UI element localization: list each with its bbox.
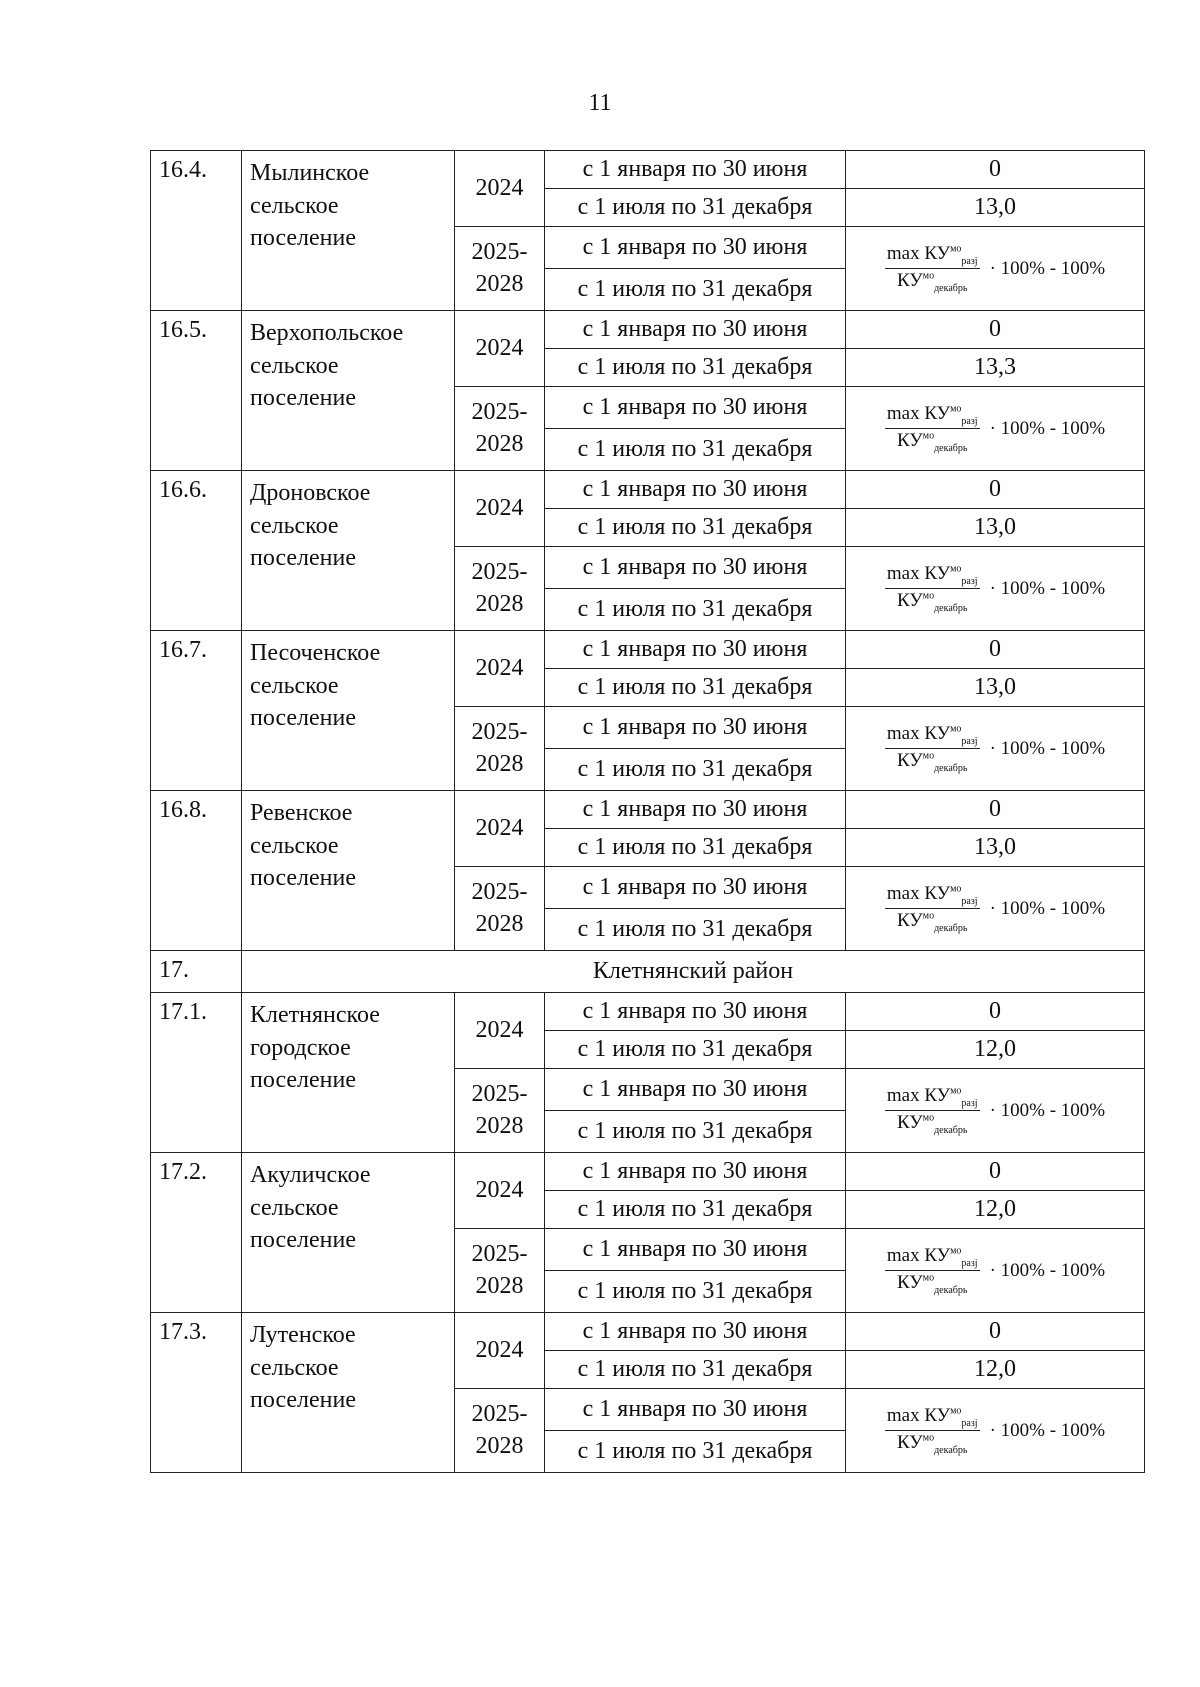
year-range: 2025-2028 [471,1401,528,1459]
formula-cell [846,1229,1145,1313]
formula-tail [990,738,1106,760]
formula-mult: · [989,737,996,759]
period-cell: с 1 января по 30 июня [545,311,846,349]
settlement-name: Верхопольское сельское поселение [242,311,455,471]
period-cell: с 1 июля по 31 декабря [545,429,846,471]
year-cell [455,707,545,791]
formula-tail [990,1100,1106,1122]
formula-ku: КУ [924,1404,951,1426]
value-cell: 13,0 [846,509,1145,547]
period-cell: с 1 июля по 31 декабря [545,1431,846,1473]
year-cell: 2024 [455,311,545,387]
settlement-name: Песоченское сельское поселение [242,631,455,791]
formula [854,243,1136,295]
formula-tail [990,898,1106,920]
row-number: 16.6. [151,471,242,631]
value-cell: 0 [846,791,1145,829]
year-cell [455,547,545,631]
period-cell: с 1 января по 30 июня [545,1069,846,1111]
year-cell [455,227,545,311]
formula-mult: · [989,1419,996,1441]
formula-numerator [885,403,980,429]
table-row [151,471,1145,509]
value-cell: 13,0 [846,829,1145,867]
formula-max: max [886,882,920,904]
period-cell: с 1 июля по 31 декабря [545,509,846,547]
formula-fraction [885,1245,980,1297]
formula-numerator [885,243,980,269]
formula-max: max [886,1404,920,1426]
formula-sup: мо [950,403,962,415]
year-cell: 2024 [455,1313,545,1389]
formula-tail [990,258,1106,280]
formula-ku: КУ [924,722,951,744]
formula-ku: КУ [924,562,951,584]
formula-max: max [886,242,920,264]
table-row [151,311,1145,349]
formula-fraction [885,403,980,455]
formula-sub: разj [961,1257,978,1269]
value-cell: 0 [846,471,1145,509]
formula-sup: мо [922,430,935,442]
formula-sup: мо [950,723,962,735]
settlement-name: Клетнянское городское поселение [242,993,455,1153]
settlement-name: Мылинское сельское поселение [242,151,455,311]
period-cell: с 1 января по 30 июня [545,547,846,589]
value-cell: 0 [846,1153,1145,1191]
formula-cell [846,227,1145,311]
formula-percent: 100% - 100% [1000,1419,1106,1441]
formula-denominator [897,1111,967,1136]
year-cell: 2024 [455,993,545,1069]
table-row [151,631,1145,669]
value-cell: 12,0 [846,1351,1145,1389]
page-number: 11 [588,90,612,116]
formula-ku: КУ [924,1084,951,1106]
formula-tail [990,418,1106,440]
year-cell: 2024 [455,151,545,227]
formula-denominator [897,909,967,934]
formula-sub: разj [961,895,978,907]
row-number: 16.4. [151,151,242,311]
formula-percent: 100% - 100% [1000,577,1106,599]
formula-numerator [885,1085,980,1111]
formula-ku: КУ [924,242,951,264]
formula-mult: · [989,1259,996,1281]
formula [854,563,1136,615]
district-row [151,951,1145,993]
period-cell: с 1 июля по 31 декабря [545,589,846,631]
period-cell: с 1 января по 30 июня [545,151,846,189]
formula [854,723,1136,775]
formula-max: max [886,1244,920,1266]
value-cell: 13,3 [846,349,1145,387]
period-cell: с 1 января по 30 июня [545,1153,846,1191]
formula-ku: КУ [897,1432,923,1453]
row-number: 16.7. [151,631,242,791]
period-cell: с 1 июля по 31 декабря [545,189,846,227]
formula-ku: КУ [897,1272,923,1293]
formula-sub: разj [961,735,978,747]
year-cell [455,387,545,471]
table-row [151,791,1145,829]
period-cell: с 1 июля по 31 декабря [545,669,846,707]
formula-numerator [885,723,980,749]
formula-ku: КУ [897,750,923,771]
formula-sup: мо [950,243,962,255]
formula-mult: · [989,577,996,599]
formula-ku: КУ [924,402,951,424]
period-cell: с 1 января по 30 июня [545,707,846,749]
period-cell: с 1 января по 30 июня [545,227,846,269]
period-cell: с 1 июля по 31 декабря [545,269,846,311]
formula-sup: мо [950,563,962,575]
year-cell: 2024 [455,631,545,707]
formula-cell [846,547,1145,631]
year-range: 2025-2028 [471,559,528,617]
value-cell: 0 [846,151,1145,189]
formula-denominator [897,589,967,614]
table-row [151,1153,1145,1191]
period-cell: с 1 июля по 31 декабря [545,829,846,867]
formula-ku: КУ [897,1112,923,1133]
formula-denominator [897,1271,967,1296]
formula-max: max [886,562,920,584]
formula-numerator [885,883,980,909]
year-cell [455,867,545,951]
formula-ku: КУ [897,430,923,451]
row-number: 16.8. [151,791,242,951]
formula-cell [846,1069,1145,1153]
period-cell: с 1 июля по 31 декабря [545,749,846,791]
year-range: 2025-2028 [471,879,528,937]
formula-numerator [885,563,980,589]
period-cell: с 1 июля по 31 декабря [545,1031,846,1069]
formula-cell [846,387,1145,471]
row-number: 17.3. [151,1313,242,1473]
formula-fraction [885,883,980,935]
value-cell: 13,0 [846,189,1145,227]
formula-denominator [897,429,967,454]
formula-sup: мо [922,1272,935,1284]
formula-fraction [885,1085,980,1137]
formula-sub: разj [961,1097,978,1109]
value-cell: 0 [846,1313,1145,1351]
value-cell: 0 [846,631,1145,669]
settlement-name: Дроновское сельское поселение [242,471,455,631]
formula-ku: КУ [897,910,923,931]
formula-numerator [885,1405,980,1431]
tariff-table [150,150,1145,1473]
district-number: 17. [151,951,242,993]
formula-percent: 100% - 100% [1000,257,1106,279]
year-range: 2025-2028 [471,1241,528,1299]
formula-numerator [885,1245,980,1271]
formula-ku: КУ [924,1244,951,1266]
formula-ku: КУ [897,590,923,611]
formula-percent: 100% - 100% [1000,897,1106,919]
value-cell: 0 [846,311,1145,349]
year-cell: 2024 [455,471,545,547]
formula-sup: мо [922,270,935,282]
formula-percent: 100% - 100% [1000,417,1106,439]
period-cell: с 1 января по 30 июня [545,1229,846,1271]
period-cell: с 1 января по 30 июня [545,471,846,509]
formula-ku: КУ [924,882,951,904]
table-body [151,151,1145,1473]
year-cell: 2024 [455,1153,545,1229]
year-range: 2025-2028 [471,399,528,457]
formula-denominator [897,749,967,774]
district-name: Клетнянский район [242,951,1145,993]
formula-sub: разj [961,1417,978,1429]
formula-tail [990,578,1106,600]
formula-sub: декабрь [934,1124,968,1136]
period-cell: с 1 июля по 31 декабря [545,909,846,951]
formula-denominator [897,1431,967,1456]
formula-sup: мо [922,1432,935,1444]
value-cell: 12,0 [846,1191,1145,1229]
formula-percent: 100% - 100% [1000,1259,1106,1281]
table-row [151,151,1145,189]
year-range: 2025-2028 [471,719,528,777]
formula-ku: КУ [897,270,923,291]
formula-sup: мо [950,883,962,895]
value-cell: 0 [846,993,1145,1031]
row-number: 16.5. [151,311,242,471]
formula-sub: разj [961,575,978,587]
formula-denominator [897,269,967,294]
formula-sup: мо [950,1405,962,1417]
year-cell [455,1389,545,1473]
formula-percent: 100% - 100% [1000,737,1106,759]
formula-sub: декабрь [934,282,968,294]
period-cell: с 1 января по 30 июня [545,631,846,669]
formula-sup: мо [950,1085,962,1097]
table-row [151,993,1145,1031]
formula-sub: декабрь [934,922,968,934]
table-row [151,1313,1145,1351]
period-cell: с 1 июля по 31 декабря [545,1351,846,1389]
formula-sup: мо [950,1245,962,1257]
period-cell: с 1 июля по 31 декабря [545,349,846,387]
settlement-name: Акуличское сельское поселение [242,1153,455,1313]
formula-sup: мо [922,910,935,922]
period-cell: с 1 июля по 31 декабря [545,1191,846,1229]
formula [854,1405,1136,1457]
formula-sub: декабрь [934,762,968,774]
formula-cell [846,707,1145,791]
formula-sub: декабрь [934,602,968,614]
row-number: 17.1. [151,993,242,1153]
formula-sub: декабрь [934,442,968,454]
period-cell: с 1 января по 30 июня [545,387,846,429]
formula-mult: · [989,1099,996,1121]
period-cell: с 1 июля по 31 декабря [545,1271,846,1313]
year-range: 2025-2028 [471,1081,528,1139]
year-cell [455,1069,545,1153]
formula-sub: разj [961,255,978,267]
formula-sub: декабрь [934,1284,968,1296]
period-cell: с 1 июля по 31 декабря [545,1111,846,1153]
period-cell: с 1 января по 30 июня [545,993,846,1031]
formula-cell [846,1389,1145,1473]
period-cell: с 1 января по 30 июня [545,1389,846,1431]
formula-mult: · [989,417,996,439]
formula-sup: мо [922,1112,935,1124]
formula-percent: 100% - 100% [1000,1099,1106,1121]
formula-sub: декабрь [934,1444,968,1456]
formula [854,403,1136,455]
formula-mult: · [989,897,996,919]
period-cell: с 1 января по 30 июня [545,1313,846,1351]
formula-sub: разj [961,415,978,427]
formula-max: max [886,722,920,744]
formula-sup: мо [922,590,935,602]
formula-fraction [885,563,980,615]
formula-max: max [886,1084,920,1106]
settlement-name: Ревенское сельское поселение [242,791,455,951]
formula-max: max [886,402,920,424]
year-cell: 2024 [455,791,545,867]
formula-fraction [885,1405,980,1457]
formula-tail [990,1260,1106,1282]
settlement-name: Лутенское сельское поселение [242,1313,455,1473]
formula-tail [990,1420,1106,1442]
row-number: 17.2. [151,1153,242,1313]
period-cell: с 1 января по 30 июня [545,867,846,909]
period-cell: с 1 января по 30 июня [545,791,846,829]
formula [854,883,1136,935]
value-cell: 12,0 [846,1031,1145,1069]
year-range: 2025-2028 [471,239,528,297]
value-cell: 13,0 [846,669,1145,707]
formula-cell [846,867,1145,951]
formula-fraction [885,723,980,775]
formula-mult: · [989,257,996,279]
formula-sup: мо [922,750,935,762]
formula [854,1245,1136,1297]
year-cell [455,1229,545,1313]
formula-fraction [885,243,980,295]
formula [854,1085,1136,1137]
